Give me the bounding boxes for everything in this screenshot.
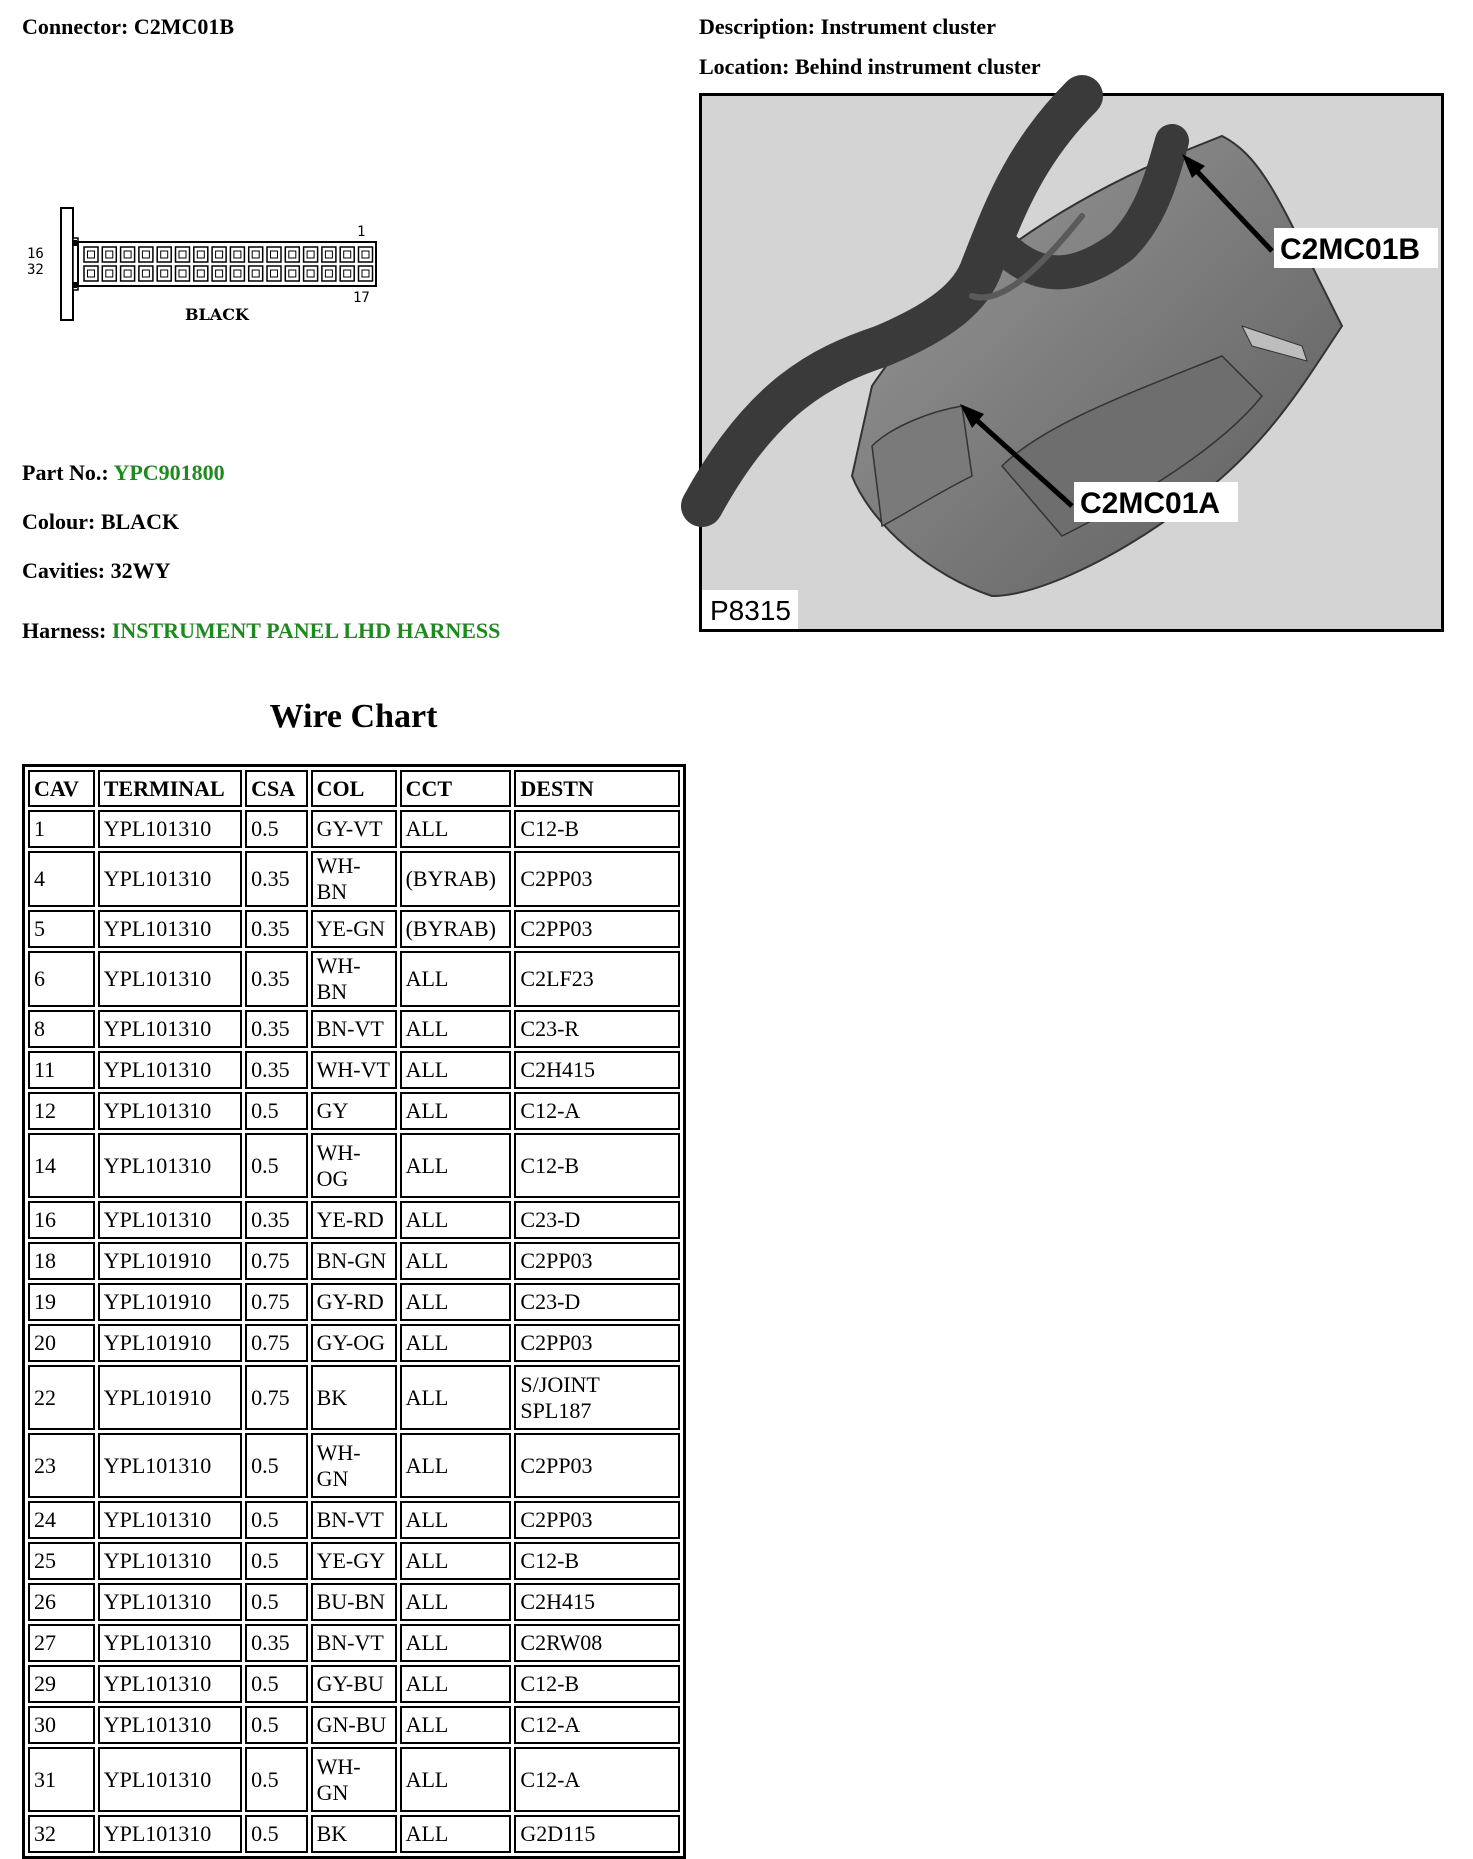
- cell-destn-line: C12-B: [520, 1548, 580, 1573]
- cell-terminal: YPL101310: [98, 1706, 242, 1744]
- part-no-label: Part No.:: [22, 460, 109, 485]
- cell-destn: [514, 1706, 680, 1744]
- wire-chart-title: Wire Chart: [269, 698, 438, 735]
- cell-destn: [514, 1283, 680, 1321]
- cell-col: [311, 910, 397, 948]
- cell-destn: [514, 1365, 680, 1430]
- cell-col-line: WH-: [316, 1139, 361, 1165]
- cell-col-line: WH-: [316, 1753, 361, 1779]
- header-cct: CCT: [400, 770, 512, 807]
- wire-chart-row: [28, 1092, 680, 1130]
- wire-chart-row: [28, 910, 680, 948]
- cell-destn: [514, 851, 680, 907]
- cell-destn-line: C12-A: [520, 1098, 581, 1123]
- cell-cct: ALL: [400, 951, 512, 1007]
- cell-col-line: BU-BN: [316, 1589, 386, 1614]
- cell-cct: ALL: [400, 1365, 512, 1430]
- header-terminal: TERMINAL: [98, 770, 242, 807]
- cell-col-line: BN-VT: [316, 1630, 384, 1655]
- connector-pin: [139, 266, 153, 281]
- connector-face-svg: [27, 200, 385, 330]
- cell-cav: 24: [28, 1501, 95, 1539]
- pin-label-1: 1: [357, 224, 366, 240]
- cell-cav: 31: [28, 1747, 95, 1812]
- cell-col-line: WH-VT: [316, 1057, 390, 1082]
- wire-chart-row: [28, 1583, 680, 1621]
- connector-pin: [139, 247, 153, 262]
- cell-terminal: YPL101310: [98, 1133, 242, 1198]
- connector-pin: [176, 266, 190, 281]
- cell-destn: [514, 1433, 680, 1498]
- cavities-value: 32WY: [110, 558, 171, 583]
- cell-cct: ALL: [400, 1010, 512, 1048]
- cell-destn-line: C23-D: [520, 1289, 581, 1314]
- cell-destn-line: G2D115: [520, 1821, 596, 1846]
- cell-csa: 0.5: [245, 1092, 308, 1130]
- cell-terminal: YPL101910: [98, 1242, 242, 1280]
- cell-destn-line: C12-B: [520, 1152, 580, 1178]
- cell-col-line: WH-: [316, 1439, 361, 1465]
- cell-cav: 30: [28, 1706, 95, 1744]
- cell-terminal: YPL101310: [98, 1583, 242, 1621]
- cell-terminal: YPL101310: [98, 1501, 242, 1539]
- cell-cav: 8: [28, 1010, 95, 1048]
- cell-destn-line: C23-R: [520, 1016, 580, 1041]
- cell-destn-line: SPL187: [520, 1397, 592, 1423]
- connector-pin: [304, 266, 318, 281]
- colour-value: BLACK: [100, 509, 180, 534]
- wire-chart-row: [28, 851, 680, 907]
- cell-cav: 16: [28, 1201, 95, 1239]
- wire-chart-row: [28, 1747, 680, 1812]
- cell-csa: 0.5: [245, 1706, 308, 1744]
- connector-pin: [230, 266, 244, 281]
- cell-cav: 19: [28, 1283, 95, 1321]
- cell-destn: [514, 1324, 680, 1362]
- cell-cav: 1: [28, 810, 95, 848]
- cell-col-line: YE-RD: [316, 1207, 384, 1232]
- cell-csa: 0.5: [245, 810, 308, 848]
- cell-col: [311, 1433, 397, 1498]
- cell-cct: ALL: [400, 1201, 512, 1239]
- wire-chart-row: [28, 1365, 680, 1430]
- cell-col-line: BN-GN: [316, 1248, 387, 1273]
- cell-cav: 25: [28, 1542, 95, 1580]
- cell-terminal: YPL101310: [98, 1624, 242, 1662]
- cell-col-line: GY-VT: [316, 816, 383, 841]
- cell-cct: ALL: [400, 1665, 512, 1703]
- connector-pin: [212, 247, 226, 262]
- cell-terminal: YPL101310: [98, 1433, 242, 1498]
- cell-cct: ALL: [400, 1583, 512, 1621]
- cell-cct: ALL: [400, 1747, 512, 1812]
- cell-terminal: YPL101310: [98, 1747, 242, 1812]
- cell-col-line: GY-OG: [316, 1330, 386, 1355]
- connector-pin: [249, 266, 263, 281]
- connector-pin: [322, 247, 336, 262]
- cell-col: [311, 1201, 397, 1239]
- harness-line: [22, 618, 500, 644]
- wire-chart-row: [28, 1133, 680, 1198]
- wire-chart-row: [28, 1283, 680, 1321]
- cell-csa: 0.5: [245, 1747, 308, 1812]
- cell-terminal: YPL101310: [98, 851, 242, 907]
- cell-csa: 0.5: [245, 1583, 308, 1621]
- cell-cct: ALL: [400, 810, 512, 848]
- cell-cct: ALL: [400, 1542, 512, 1580]
- cell-csa: 0.5: [245, 1433, 308, 1498]
- harness-label: Harness:: [22, 618, 107, 643]
- cell-cct: ALL: [400, 1706, 512, 1744]
- cell-destn-line: C2RW08: [520, 1630, 603, 1655]
- cell-cct: ALL: [400, 1433, 512, 1498]
- cell-csa: 0.75: [245, 1283, 308, 1321]
- cell-terminal: YPL101310: [98, 1815, 242, 1853]
- cell-col-line: BN-VT: [316, 1016, 384, 1041]
- cell-cct: ALL: [400, 1501, 512, 1539]
- wire-chart-body: [28, 810, 680, 1853]
- connector-pin: [267, 266, 281, 281]
- cell-csa: 0.5: [245, 1542, 308, 1580]
- cell-destn: [514, 1747, 680, 1812]
- cell-csa: 0.75: [245, 1324, 308, 1362]
- cell-cct: (BYRAB): [400, 910, 512, 948]
- wire-chart-row: [28, 1815, 680, 1853]
- connector-pin: [84, 247, 98, 262]
- header-csa: CSA: [245, 770, 308, 807]
- cell-col: [311, 1815, 397, 1853]
- cell-destn-line: C12-A: [520, 1766, 581, 1792]
- cell-col-line: WH-BN: [316, 853, 361, 904]
- cell-destn: [514, 1665, 680, 1703]
- wire-chart-row: [28, 1624, 680, 1662]
- wire-chart-row: [28, 1201, 680, 1239]
- cell-cav: 29: [28, 1665, 95, 1703]
- cell-cav: 20: [28, 1324, 95, 1362]
- wire-chart-row: [28, 951, 680, 1007]
- connector-pin: [102, 266, 116, 281]
- cell-destn: [514, 910, 680, 948]
- cell-csa: 0.5: [245, 1815, 308, 1853]
- cell-cct: ALL: [400, 1324, 512, 1362]
- cell-csa: 0.75: [245, 1242, 308, 1280]
- wire-chart-row: [28, 1665, 680, 1703]
- cell-cav: 5: [28, 910, 95, 948]
- cell-col-line: YE-GY: [316, 1548, 386, 1573]
- cell-destn-line: S/JOINT: [520, 1371, 600, 1397]
- cell-cct: ALL: [400, 1283, 512, 1321]
- cell-terminal: YPL101310: [98, 810, 242, 848]
- header-col: COL: [311, 770, 397, 807]
- cell-csa: 0.35: [245, 1624, 308, 1662]
- cell-cct: ALL: [400, 1092, 512, 1130]
- cell-destn: [514, 1010, 680, 1048]
- cell-col-line: BK: [316, 1821, 348, 1846]
- wire-chart-table: [22, 764, 686, 1859]
- cell-cav: 27: [28, 1624, 95, 1662]
- cell-cct: ALL: [400, 1242, 512, 1280]
- cell-terminal: YPL101910: [98, 1283, 242, 1321]
- colour-line: [22, 509, 179, 535]
- connector-pin: [322, 266, 336, 281]
- part-no-line: [22, 460, 225, 486]
- diagram-colour-label: BLACK: [185, 305, 249, 324]
- cell-destn-line: C2H415: [520, 1057, 595, 1082]
- cell-col: [311, 1365, 397, 1430]
- cell-destn: [514, 1201, 680, 1239]
- cell-destn: [514, 1624, 680, 1662]
- cavities-line: [22, 558, 170, 584]
- callout-c2mc01a: C2MC01A: [1080, 487, 1221, 520]
- cell-col-line: GN-BU: [316, 1712, 387, 1737]
- cell-csa: 0.35: [245, 851, 308, 907]
- cell-terminal: YPL101310: [98, 1201, 242, 1239]
- pin-label-32: 32: [27, 262, 44, 278]
- cell-terminal: YPL101310: [98, 951, 242, 1007]
- cell-destn-line: C2PP03: [520, 866, 593, 891]
- connector-pin: [304, 247, 318, 262]
- cell-col: [311, 1092, 397, 1130]
- cell-col-line: GY-BU: [316, 1671, 384, 1696]
- cell-col: [311, 1583, 397, 1621]
- cell-destn-line: C2H415: [520, 1589, 595, 1614]
- part-no-value[interactable]: YPC901800: [113, 460, 225, 485]
- colour-label: Colour:: [22, 509, 96, 534]
- wire-chart-header-row: [28, 770, 680, 807]
- cell-col-line: YE-GN: [316, 916, 386, 941]
- cell-col-line: GN: [316, 1779, 349, 1805]
- connector-pin: [249, 247, 263, 262]
- cell-destn-line: C2PP03: [520, 916, 593, 941]
- cell-destn-line: C12-A: [520, 1712, 581, 1737]
- cell-col-line: GY-RD: [316, 1289, 384, 1314]
- cell-csa: 0.5: [245, 1501, 308, 1539]
- cell-col: [311, 1010, 397, 1048]
- cell-col-line: WH-BN: [316, 953, 361, 1004]
- cell-terminal: YPL101310: [98, 1665, 242, 1703]
- wire-chart-row: [28, 1433, 680, 1498]
- cell-csa: 0.35: [245, 951, 308, 1007]
- connector-pin: [285, 266, 299, 281]
- cell-col: [311, 1665, 397, 1703]
- cell-col: [311, 1051, 397, 1089]
- cell-col-line: BN-VT: [316, 1507, 384, 1532]
- cell-csa: 0.75: [245, 1365, 308, 1430]
- description-label: Description:: [699, 14, 816, 39]
- cell-col: [311, 1542, 397, 1580]
- cell-terminal: YPL101310: [98, 1092, 242, 1130]
- cell-terminal: YPL101910: [98, 1365, 242, 1430]
- wire-chart-row: [28, 1542, 680, 1580]
- cell-terminal: YPL101910: [98, 1324, 242, 1362]
- cell-destn: [514, 810, 680, 848]
- connector-pin: [176, 247, 190, 262]
- cell-cct: (BYRAB): [400, 851, 512, 907]
- connector-pin: [230, 247, 244, 262]
- cell-col: [311, 1501, 397, 1539]
- connector-pin: [340, 266, 354, 281]
- location-value: Behind instrument cluster: [794, 54, 1041, 79]
- header-cav: CAV: [28, 770, 95, 807]
- cell-terminal: YPL101310: [98, 1542, 242, 1580]
- cell-destn: [514, 951, 680, 1007]
- cell-destn: [514, 1815, 680, 1853]
- connector-pin: [102, 247, 116, 262]
- cell-col: [311, 810, 397, 848]
- cell-csa: 0.35: [245, 1051, 308, 1089]
- cell-cav: 22: [28, 1365, 95, 1430]
- cell-cct: ALL: [400, 1624, 512, 1662]
- connector-pin: [212, 266, 226, 281]
- wire-chart-row: [28, 1324, 680, 1362]
- cell-destn: [514, 1242, 680, 1280]
- cell-cav: 12: [28, 1092, 95, 1130]
- cell-col: [311, 1706, 397, 1744]
- cell-col: [311, 1242, 397, 1280]
- connector-pin: [340, 247, 354, 262]
- cell-destn-line: C23-D: [520, 1207, 581, 1232]
- header-destn: DESTN: [514, 770, 680, 807]
- figure-id: P8315: [710, 595, 791, 626]
- cell-destn-line: C12-B: [520, 816, 580, 841]
- cell-cav: 11: [28, 1051, 95, 1089]
- cell-csa: 0.35: [245, 910, 308, 948]
- connector-label: Connector:: [22, 14, 129, 39]
- connector-line: [22, 14, 234, 40]
- cell-destn-line: C2PP03: [520, 1330, 593, 1355]
- cell-col-line: BK: [316, 1384, 348, 1410]
- connector-pin: [194, 247, 208, 262]
- cell-csa: 0.5: [245, 1133, 308, 1198]
- cell-col: [311, 851, 397, 907]
- cell-col: [311, 1133, 397, 1198]
- cell-terminal: YPL101310: [98, 1010, 242, 1048]
- cell-csa: 0.5: [245, 1665, 308, 1703]
- cell-cav: 6: [28, 951, 95, 1007]
- cell-col: [311, 1324, 397, 1362]
- cell-col-line: GN: [316, 1465, 349, 1491]
- connector-pin: [267, 247, 281, 262]
- cell-col: [311, 1283, 397, 1321]
- location-line: [699, 54, 1041, 80]
- cell-destn: [514, 1583, 680, 1621]
- cell-destn-line: C2PP03: [520, 1452, 593, 1478]
- pin-label-16: 16: [27, 246, 44, 262]
- cell-cav: 14: [28, 1133, 95, 1198]
- cell-terminal: YPL101310: [98, 910, 242, 948]
- callout-c2mc01b: C2MC01B: [1280, 233, 1421, 266]
- harness-value[interactable]: INSTRUMENT PANEL LHD HARNESS: [111, 618, 501, 643]
- wire-chart-row: [28, 1242, 680, 1280]
- cell-cav: 26: [28, 1583, 95, 1621]
- cell-destn-line: C2PP03: [520, 1248, 593, 1273]
- cell-destn-line: C2PP03: [520, 1507, 593, 1532]
- cell-cav: 18: [28, 1242, 95, 1280]
- description-value: Instrument cluster: [820, 14, 996, 39]
- cell-destn: [514, 1133, 680, 1198]
- cell-csa: 0.35: [245, 1201, 308, 1239]
- cell-destn: [514, 1542, 680, 1580]
- cell-cav: 4: [28, 851, 95, 907]
- cell-col: [311, 951, 397, 1007]
- connector-pin: [194, 266, 208, 281]
- connector-face-diagram: [27, 200, 385, 330]
- connector-pin: [359, 266, 373, 281]
- cell-col-line: OG: [316, 1165, 349, 1191]
- cell-cct: ALL: [400, 1133, 512, 1198]
- cell-col-line: GY: [316, 1098, 349, 1123]
- cell-cav: 23: [28, 1433, 95, 1498]
- connector-pin: [84, 266, 98, 281]
- description-line: [699, 14, 996, 40]
- cell-destn-line: C12-B: [520, 1671, 580, 1696]
- connector-pin: [359, 247, 373, 262]
- cell-destn-line: C2LF23: [520, 966, 594, 991]
- cell-csa: 0.35: [245, 1010, 308, 1048]
- connector-pin: [157, 266, 171, 281]
- cell-terminal: YPL101310: [98, 1051, 242, 1089]
- wire-chart-row: [28, 1706, 680, 1744]
- connector-pin: [157, 247, 171, 262]
- wire-chart-row: [28, 810, 680, 848]
- location-label: Location:: [699, 54, 790, 79]
- cavities-label: Cavities:: [22, 558, 106, 583]
- cell-cct: ALL: [400, 1815, 512, 1853]
- pin-label-17: 17: [353, 290, 370, 306]
- wire-chart-row: [28, 1051, 680, 1089]
- connector-pin: [285, 247, 299, 262]
- location-photo-svg: [702, 96, 1441, 629]
- cell-destn: [514, 1051, 680, 1089]
- cell-col: [311, 1624, 397, 1662]
- cell-destn: [514, 1092, 680, 1130]
- connector-value: C2MC01B: [133, 14, 235, 39]
- cell-destn: [514, 1501, 680, 1539]
- location-photo: [699, 93, 1444, 632]
- cell-col: [311, 1747, 397, 1812]
- cell-cct: ALL: [400, 1051, 512, 1089]
- connector-pin: [121, 266, 135, 281]
- connector-pin: [121, 247, 135, 262]
- wire-chart-row: [28, 1010, 680, 1048]
- wire-chart-row: [28, 1501, 680, 1539]
- cell-cav: 32: [28, 1815, 95, 1853]
